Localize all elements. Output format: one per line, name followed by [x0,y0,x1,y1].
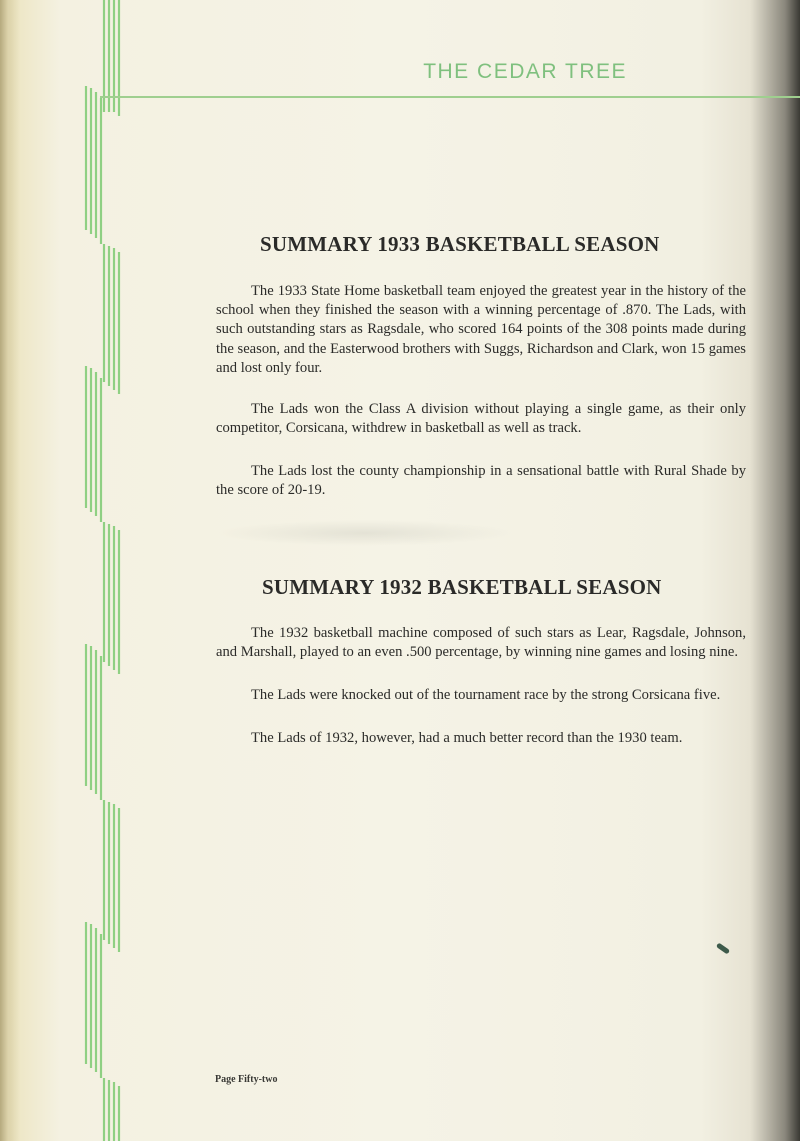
green-stripe-border [0,0,130,1141]
paragraph-1932-2: The Lads were knocked out of the tournament race by the strong Corsicana five. [251,687,721,703]
page-number: Page Fifty-two [215,1074,278,1085]
paragraph-1933-1: The 1933 State Home basketball team enjoyed the greatest year in the history of the school when they finished the season with a winning percentage of .870. The Lads, with such outstanding stars as Ragsdale, who scored 164 points of the 308 points made during the season, and the Easterwood brothers with Suggs, Richardson and Clark, won 15 games and lost only four. [216,283,746,376]
print-smudge [215,520,515,546]
header-rule [100,96,800,98]
paragraph-1932-3: The Lads of 1932, however, had a much better record than the 1930 team. [251,730,683,746]
section-title-1933: SUMMARY 1933 BASKETBALL SEASON [260,232,660,256]
paragraph-1933-3: The Lads lost the county championship in a sensational battle with Rural Shade by the score of 20-19. [216,463,746,499]
paragraph-1933-2: The Lads won the Class A division without playing a single game, as their only competitor, Corsicana, withdrew in basketball as well as track. [216,401,746,437]
running-head: THE CEDAR TREE [423,60,627,83]
section-title-1932: SUMMARY 1932 BASKETBALL SEASON [262,575,662,599]
paragraph-1932-1: The 1932 basketball machine composed of such stars as Lear, Ragsdale, Johnson, and Marshall, played to an even .500 percentage, by winning nine games and losing nine. [216,625,746,661]
ink-speck [716,942,730,954]
